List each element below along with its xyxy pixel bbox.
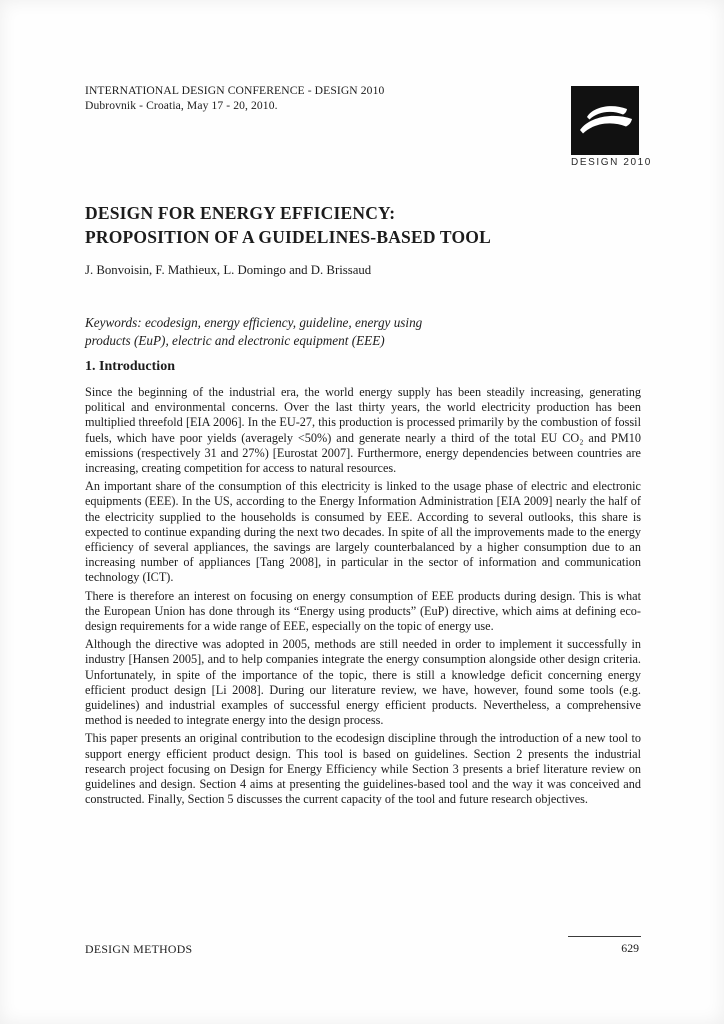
design-2010-logo — [571, 86, 652, 168]
conference-name: INTERNATIONAL DESIGN CONFERENCE - DESIGN 2010 — [85, 84, 385, 97]
introduction-body — [85, 385, 641, 810]
paragraph: An important share of the consumption of this electricity is linked to the usage phase of electric and electronic equipments (EEE). In the US, according to the Energy Information Administration [EIA 2009] nearly the half of the electricity supplied to the households is consumed by EEE. According to several outlooks, this share is expected to continue expanding during the next two decades. In spite of all the improvements made to the energy efficiency of several appliances, the savings are largely counterbalanced by a higher consumption due to an increasing number of appliances [Tang 2008], in particular in the sector of information and communication technology (ICT). — [85, 479, 641, 585]
paragraph: Although the directive was adopted in 2005, methods are still needed in order to implement it successfully in industry [Hansen 2005], and to help companies integrate the energy consumption alongside other design criteria. Unfortunately, in spite of the importance of the topic, there is still a knowledge deficit concerning energy efficient product design [Li 2008]. During our literature review, we have, however, found some tools (e.g. guidelines) and industrial examples of successful energy efficient products. Nevertheless, a comprehensive method is needed to integrate energy into the design process. — [85, 637, 641, 728]
conference-location-date: Dubrovnik - Croatia, May 17 - 20, 2010. — [85, 98, 278, 112]
logo-mark-icon — [571, 86, 639, 155]
page-number-block — [568, 936, 641, 956]
title-line-1: DESIGN FOR ENERGY EFFICIENCY: — [85, 203, 396, 223]
footer-section-label: DESIGN METHODS — [85, 942, 193, 956]
authors-line: J. Bonvoisin, F. Mathieux, L. Domingo and D. Brissaud — [85, 263, 372, 277]
section-heading-introduction: 1. Introduction — [85, 359, 175, 374]
paragraph: This paper presents an original contribution to the ecodesign discipline through the introduction of a new tool to support energy efficient product design. This tool is based on guidelines. Section 2 presents the industrial research project focusing on Design for Energy Efficiency while Section 3 presents a brief literature review on guidelines and design. Section 4 aims at presenting the guidelines-based tool and the way it was conceived and constructed. Finally, Section 5 discusses the current capacity of the tool and future research objectives. — [85, 731, 641, 807]
page-number: 629 — [621, 941, 639, 955]
logo-caption: DESIGN 2010 — [571, 157, 652, 168]
conference-header — [85, 84, 384, 113]
title-line-2: PROPOSITION OF A GUIDELINES-BASED TOOL — [85, 226, 491, 247]
keywords-line-2: products (EuP), electric and electronic equipment (EEE) — [85, 333, 385, 348]
paragraph: There is therefore an interest on focusing on energy consumption of EEE products during design. This is what the European Union has done through its “Energy using products” (EuP) directive, which aims at defining eco-design requirements for a wide range of EEE, especially on the topic of energy use. — [85, 588, 641, 634]
keywords-block — [85, 314, 422, 350]
paper-title — [85, 202, 491, 249]
keywords-line-1: Keywords: ecodesign, energy efficiency, guideline, energy using — [85, 315, 423, 330]
paragraph: Since the beginning of the industrial era, the world energy supply has been steadily increasing, generating political and environmental concerns. Over the last thirty years, the world electricity production has been multiplied threefold [EIA 2006]. In the EU-27, this production is processed primarily by the combustion of fossil fuels, which have poor yields (averagely <50%) and generate nearly a third of the total EU CO₂ and PM10 emissions (respectively 31 and 27%) [Eurostat 2007]. Furthermore, energy dependencies between countries are increasing, creating competition for access to natural resources. — [85, 385, 641, 476]
